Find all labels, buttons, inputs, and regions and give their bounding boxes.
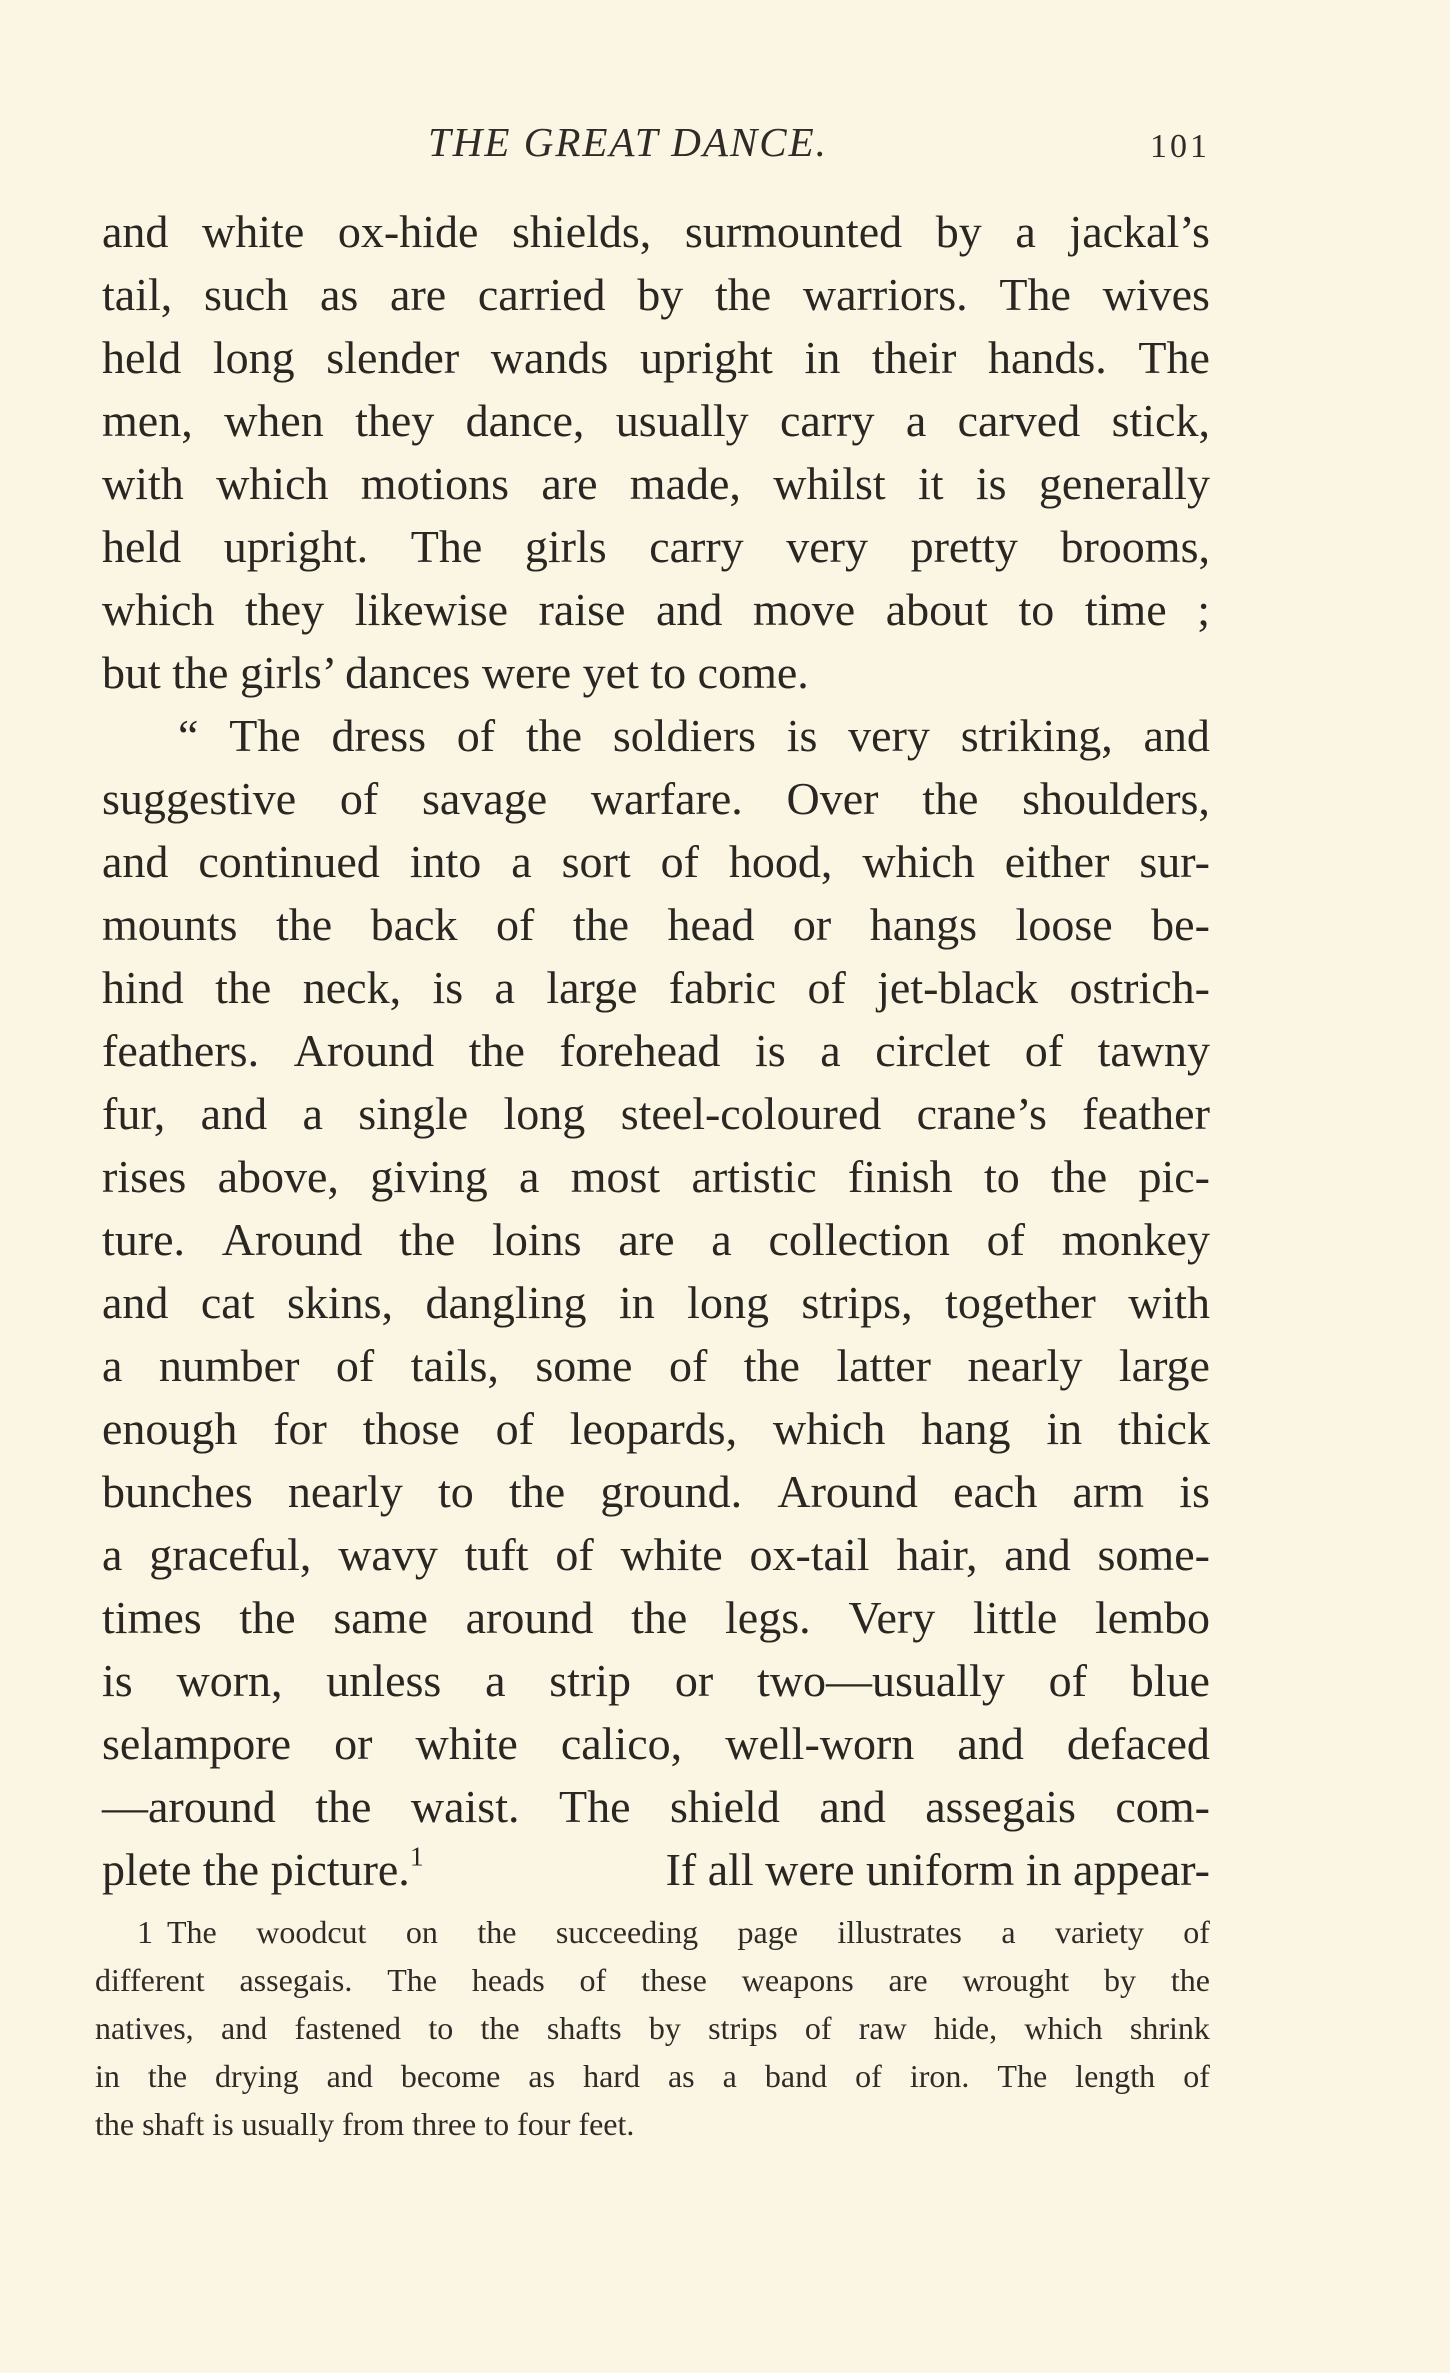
text-line: a number of tails, some of the latter nearly large — [102, 1340, 1210, 1391]
text-line: “ The dress of the soldiers is very striking, and — [178, 710, 1210, 761]
footnote-reference[interactable]: 1 — [409, 1840, 424, 1872]
text-line: selampore or white calico, well-worn and defaced — [102, 1718, 1210, 1769]
text-line: and cat skins, dangling in long strips, together with — [102, 1277, 1210, 1328]
footnote-line — [95, 1908, 1210, 1956]
text-line: and white ox-hide shields, surmounted by a jackal’s — [102, 206, 1210, 257]
footnote-line: in the drying and become as hard as a band of iron. The length of — [95, 2058, 1210, 2094]
text-line: times the same around the legs. Very little lembo — [102, 1592, 1210, 1643]
text-line: fur, and a single long steel-coloured crane’s feather — [102, 1088, 1210, 1139]
text-line: held upright. The girls carry very pretty brooms, — [102, 521, 1210, 572]
text-line: bunches nearly to the ground. Around each arm is — [102, 1466, 1210, 1517]
text-line: and continued into a sort of hood, which either sur- — [102, 836, 1210, 887]
text-segment: If all were uniform in appear- — [665, 1844, 1210, 1895]
text-line: enough for those of leopards, which hang in thick — [102, 1403, 1210, 1454]
footnote-marker: 1 — [137, 1914, 153, 1950]
text-line: rises above, giving a most artistic finish to the pic- — [102, 1151, 1210, 1202]
text-line: but the girls’ dances were yet to come. — [102, 647, 809, 698]
footnote-line: natives, and fastened to the shafts by strips of raw hide, which shrink — [95, 2010, 1210, 2046]
text-line: is worn, unless a strip or two—usually of blue — [102, 1655, 1210, 1706]
text-line: which they likewise raise and move about to time ; — [102, 584, 1210, 635]
text-line-with-footnote — [102, 1838, 1210, 1901]
running-head — [0, 118, 1450, 178]
text-line: —around the waist. The shield and assegais com- — [102, 1781, 1210, 1832]
text-line: feathers. Around the forehead is a circlet of tawny — [102, 1025, 1210, 1076]
footnote — [95, 1908, 1210, 2148]
footnote-text: The woodcut on the succeeding page illustrates a variety of — [167, 1914, 1210, 1950]
running-title: THE GREAT DANCE. — [428, 119, 828, 165]
text-line: a graceful, wavy tuft of white ox-tail hair, and some- — [102, 1529, 1210, 1580]
page-number: 101 — [1150, 128, 1210, 165]
text-line: tail, such as are carried by the warriors. The wives — [102, 269, 1210, 320]
text-line: suggestive of savage warfare. Over the shoulders, — [102, 773, 1210, 824]
text-line: with which motions are made, whilst it is generally — [102, 458, 1210, 509]
text-segment: plete the picture.$^1$ — [102, 1840, 424, 1895]
footnote-line: different assegais. The heads of these weapons are wrought by the — [95, 1962, 1210, 1998]
text-line: hind the neck, is a large fabric of jet-black ostrich- — [102, 962, 1210, 1013]
text-line: men, when they dance, usually carry a carved stick, — [102, 395, 1210, 446]
text-line: mounts the back of the head or hangs loose be- — [102, 899, 1210, 950]
text-line: held long slender wands upright in their hands. The — [102, 332, 1210, 383]
body-text — [102, 200, 1210, 1901]
text-line: ture. Around the loins are a collection of monkey — [102, 1214, 1210, 1265]
footnote-line: the shaft is usually from three to four feet. — [95, 2106, 635, 2142]
